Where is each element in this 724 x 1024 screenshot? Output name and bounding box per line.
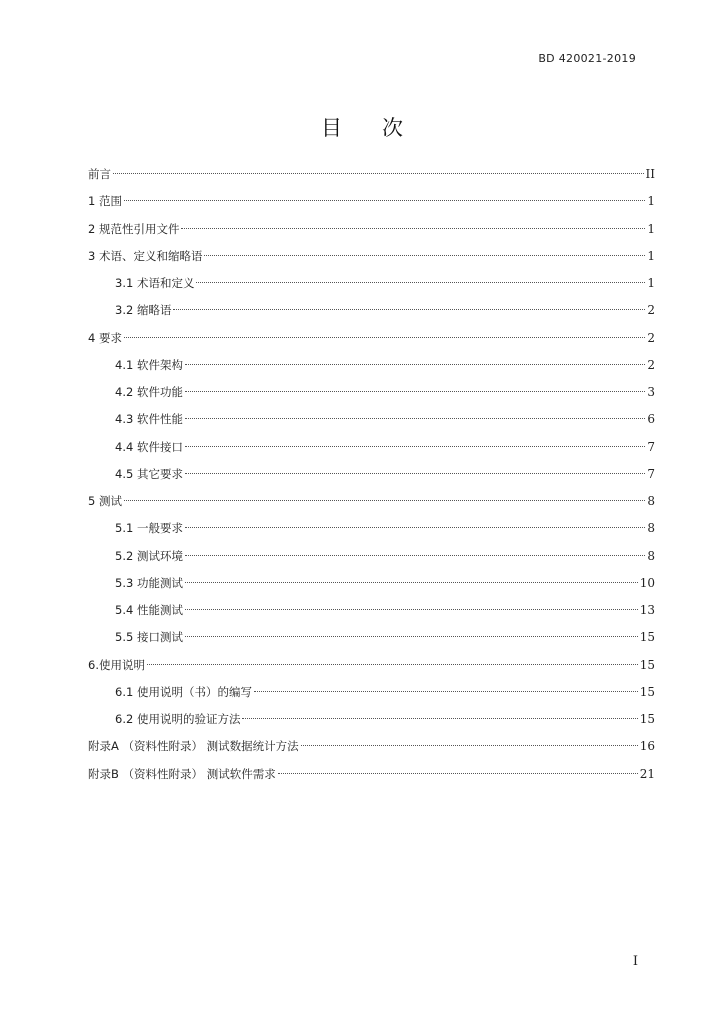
toc-entry[interactable] (88, 434, 655, 461)
toc-entry-label: 前言 (88, 167, 111, 181)
toc-entry-label: 5.5 接口测试 (115, 630, 183, 645)
toc-entry-label: 5.1 一般要求 (115, 521, 183, 536)
toc-entry[interactable] (88, 515, 655, 542)
toc-entry-label: 4.4 软件接口 (115, 439, 183, 454)
toc-entry[interactable] (88, 243, 655, 270)
toc-dot-leader (113, 173, 644, 174)
toc-entry-page: 1 (647, 248, 655, 263)
toc-entry-page: 7 (647, 466, 655, 481)
toc-dot-leader (185, 527, 645, 528)
toc-entry-page: 1 (647, 221, 655, 236)
toc-dot-leader (278, 773, 638, 774)
toc-entry-label: 5.4 性能测试 (115, 603, 183, 617)
toc-entry-label: 4.5 其它要求 (115, 466, 183, 481)
toc-entry-page: 10 (639, 575, 655, 590)
toc-entry-label: 5.3 功能测试 (115, 575, 183, 590)
toc-entry-page: 2 (647, 330, 655, 345)
toc-entry-label: 附录A （资料性附录） 测试数据统计方法 (88, 739, 299, 754)
toc-entry[interactable] (88, 761, 655, 788)
toc-dot-leader (124, 200, 645, 201)
toc-entry[interactable] (88, 624, 655, 651)
toc-entry-label: 4 要求 (88, 330, 122, 345)
toc-dot-leader (204, 255, 645, 256)
toc-entry[interactable] (88, 216, 655, 243)
toc-entry-page: 15 (639, 630, 655, 645)
toc-entry[interactable] (88, 352, 655, 379)
toc-entry-page: 13 (639, 603, 655, 617)
toc-entry-page: 8 (647, 548, 655, 563)
toc-entry-label: 6.1 使用说明（书）的编写 (115, 684, 252, 699)
toc-entry-label: 5.2 测试环境 (115, 548, 183, 563)
toc-entry[interactable] (88, 597, 655, 624)
toc-entry-page: 16 (639, 739, 655, 754)
toc-dot-leader (173, 309, 645, 310)
toc-entry[interactable] (88, 161, 655, 188)
toc-entry-page: 2 (647, 303, 655, 318)
toc-title-char-2: 次 (382, 116, 403, 140)
toc-entry-label: 6.使用说明 (88, 657, 145, 672)
toc-entry[interactable] (88, 406, 655, 433)
toc-dot-leader (196, 282, 645, 283)
toc-entry[interactable] (88, 325, 655, 352)
toc-entry-label: 4.3 软件性能 (115, 412, 183, 427)
toc-entry-label: 5 测试 (88, 494, 122, 508)
toc-entry-page: 7 (647, 439, 655, 454)
toc-entry-page: 15 (639, 712, 655, 726)
toc-entry-label: 3 术语、定义和缩略语 (88, 248, 203, 263)
toc-title (0, 112, 724, 142)
toc-entry[interactable] (88, 379, 655, 406)
toc-entry-label: 2 规范性引用文件 (88, 221, 180, 236)
toc-entry[interactable] (88, 488, 655, 515)
toc-entry-page: 15 (639, 684, 655, 699)
toc-title-char-1: 目 (321, 116, 342, 140)
toc-entry-page: 3 (647, 385, 655, 399)
toc-dot-leader (147, 664, 638, 665)
toc-entry-page: II (645, 167, 655, 181)
toc-entry-label: 3.1 术语和定义 (115, 276, 195, 290)
toc-dot-leader (254, 691, 638, 692)
toc-dot-leader (185, 609, 638, 610)
toc-dot-leader (124, 500, 645, 501)
toc-entry-label: 附录B （资料性附录） 测试软件需求 (88, 766, 276, 781)
toc-entry-page: 21 (639, 766, 655, 781)
toc-dot-leader (242, 718, 637, 719)
toc-entry-page: 6 (647, 412, 655, 427)
toc-entry[interactable] (88, 679, 655, 706)
toc-entry[interactable] (88, 543, 655, 570)
toc-entry-page: 15 (639, 657, 655, 672)
toc-entry-label: 3.2 缩略语 (115, 303, 172, 318)
toc-dot-leader (185, 473, 645, 474)
toc-dot-leader (185, 582, 638, 583)
toc-entry[interactable] (88, 461, 655, 488)
toc-dot-leader (124, 337, 645, 338)
page-number: I (632, 954, 638, 969)
toc-entry[interactable] (88, 270, 655, 297)
toc-entry-page: 8 (647, 521, 655, 536)
toc-entry-page: 1 (647, 194, 655, 209)
toc-dot-leader (185, 555, 645, 556)
toc-entry[interactable] (88, 297, 655, 324)
toc-entry-label: 4.1 软件架构 (115, 357, 183, 372)
toc-entry-label: 6.2 使用说明的验证方法 (115, 712, 241, 726)
toc-dot-leader (185, 418, 645, 419)
toc-entry-page: 1 (647, 276, 655, 290)
toc-dot-leader (185, 364, 645, 365)
document-code: BD 420021-2019 (538, 52, 636, 65)
toc-entry-page: 2 (647, 357, 655, 372)
toc-entry[interactable] (88, 733, 655, 760)
toc-entry[interactable] (88, 652, 655, 679)
toc-dot-leader (185, 636, 638, 637)
toc-entry-label: 1 范围 (88, 194, 122, 209)
toc-dot-leader (181, 228, 645, 229)
toc-entry[interactable] (88, 706, 655, 733)
toc-entry[interactable] (88, 570, 655, 597)
toc-entry-page: 8 (647, 494, 655, 508)
toc-dot-leader (185, 391, 645, 392)
table-of-contents (88, 161, 655, 788)
toc-entry-label: 4.2 软件功能 (115, 385, 183, 399)
toc-entry[interactable] (88, 188, 655, 215)
toc-dot-leader (185, 446, 645, 447)
toc-dot-leader (301, 745, 638, 746)
